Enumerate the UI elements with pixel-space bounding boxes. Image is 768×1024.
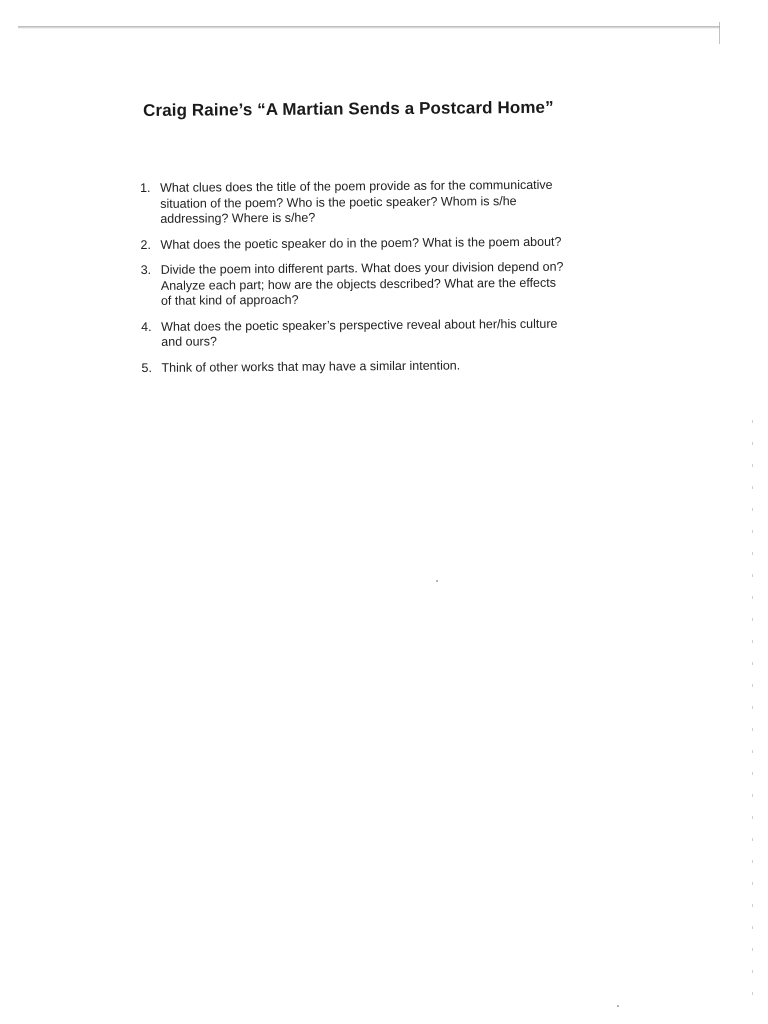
scan-speck — [617, 1005, 619, 1007]
question-line: Analyze each part; how are the objects described? What are the effects — [160, 275, 557, 293]
scan-edge-top — [18, 26, 720, 29]
question-line: and ours? — [161, 334, 217, 349]
question-line: What does the poetic speaker’s perspective reveal about her/his culture — [161, 316, 558, 334]
question-line: What clues does the title of the poem provide as for the communicative — [159, 177, 553, 195]
question-number: 3. — [140, 262, 152, 277]
question-line: Think of other works that may have a similar intention. — [161, 357, 461, 375]
question-number: 2. — [140, 237, 151, 252]
scan-margin-marks — [752, 420, 753, 1000]
question-line: addressing? Where is s/he? — [160, 210, 316, 226]
question-line: of that kind of approach? — [160, 292, 299, 308]
question-item — [140, 234, 640, 253]
question-item — [141, 357, 641, 376]
worksheet-title: Craig Raine’s “A Martian Sends a Postcard Home” — [143, 97, 554, 120]
question-list — [140, 177, 642, 386]
question-item — [140, 177, 640, 227]
question-line: What does the poetic speaker do in the poem? What is the poem about? — [160, 234, 562, 252]
question-number: 1. — [140, 180, 151, 195]
scan-edge-right — [719, 22, 720, 44]
question-number: 5. — [141, 360, 152, 375]
question-number: 4. — [141, 319, 152, 334]
question-item — [141, 259, 641, 309]
question-line: situation of the poem? Who is the poetic speaker? Whom is s/he — [160, 193, 517, 211]
question-line: Divide the poem into different parts. What does your division depend on? — [160, 259, 564, 277]
scan-speck — [436, 580, 438, 582]
question-item — [141, 316, 641, 351]
